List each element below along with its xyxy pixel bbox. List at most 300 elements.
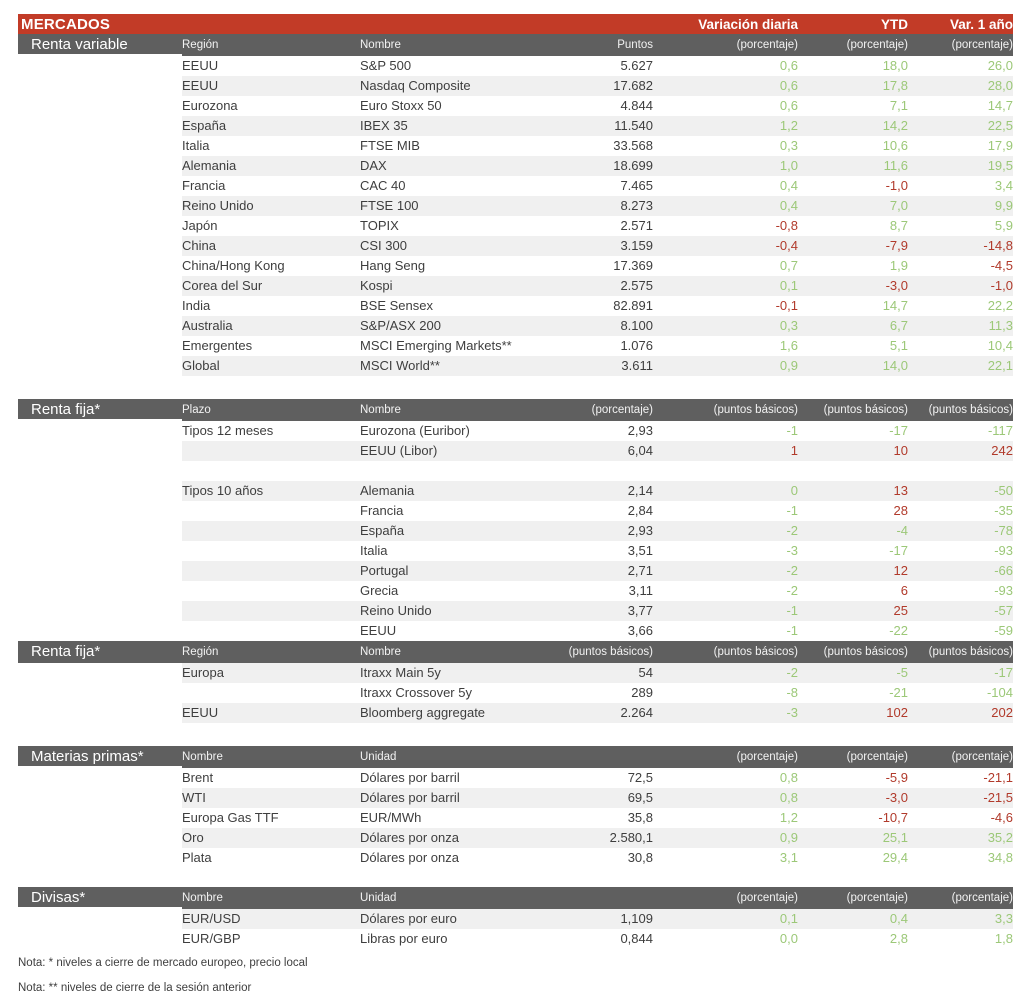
daily-change-value: 0 bbox=[653, 481, 798, 501]
row-name: Dólares por barril bbox=[360, 770, 460, 785]
table-row bbox=[18, 256, 1013, 276]
ytd-change-value: 18,0 bbox=[882, 58, 908, 73]
section-renta-variable bbox=[18, 34, 1013, 376]
col-header-unit-ytd: (puntos básicos) bbox=[823, 646, 908, 658]
row-label bbox=[182, 441, 360, 461]
1y-change-value: -93 bbox=[994, 543, 1013, 558]
row-label: Australia bbox=[182, 316, 360, 336]
1y-change-value: -66 bbox=[908, 561, 1013, 581]
row-name: Hang Seng bbox=[360, 258, 426, 273]
col-header-unit-daily: (puntos básicos) bbox=[713, 404, 798, 416]
row-level-value: 17.369 bbox=[613, 258, 653, 273]
ytd-change-value: -1,0 bbox=[885, 178, 908, 193]
daily-change-value: 0,6 bbox=[779, 98, 798, 113]
section-title: Renta fija* bbox=[18, 399, 182, 421]
1y-change-value: 26,0 bbox=[987, 58, 1013, 73]
row-level-value: 0,844 bbox=[620, 931, 653, 946]
row-name: TOPIX bbox=[360, 218, 399, 233]
col-header-region: Región bbox=[182, 39, 219, 51]
ytd-change-value: 25,1 bbox=[798, 828, 908, 848]
table-row bbox=[18, 481, 1013, 501]
ytd-change-value: 2,8 bbox=[889, 931, 908, 946]
ytd-change-value: 1,9 bbox=[889, 258, 908, 273]
1y-change-value: -21,5 bbox=[908, 788, 1013, 808]
col-header-nombre: Nombre bbox=[360, 646, 401, 658]
row-label: Tipos 10 años bbox=[182, 481, 360, 501]
row-label bbox=[182, 501, 360, 521]
ytd-change-value: 7,1 bbox=[889, 98, 908, 113]
row-name: FTSE MIB bbox=[360, 138, 420, 153]
row-name: Dólares por onza bbox=[360, 850, 459, 865]
1y-change-value: -4,6 bbox=[990, 810, 1013, 825]
row-level-value: 54 bbox=[560, 663, 653, 683]
1y-change-value: 19,5 bbox=[908, 156, 1013, 176]
daily-change-value: -2 bbox=[786, 583, 798, 598]
daily-change-value: 1,2 bbox=[653, 116, 798, 136]
daily-change-value: -1 bbox=[786, 423, 798, 438]
row-name: Dólares por euro bbox=[360, 909, 560, 929]
daily-change-value: -3 bbox=[653, 703, 798, 723]
table-row bbox=[18, 356, 1013, 376]
row-label: Europa Gas TTF bbox=[182, 810, 279, 825]
col-header-unit-1y: (puntos básicos) bbox=[928, 646, 1013, 658]
section-header bbox=[18, 746, 1013, 768]
ytd-change-value: -17 bbox=[889, 543, 908, 558]
col-header-unit-ytd: (porcentaje) bbox=[846, 39, 908, 51]
col-header-unit-1y: (porcentaje) bbox=[951, 892, 1013, 904]
row-label: Italia bbox=[182, 138, 210, 153]
row-level-value: 69,5 bbox=[560, 788, 653, 808]
row-level-value: 2.580,1 bbox=[560, 828, 653, 848]
table-row bbox=[18, 808, 1013, 828]
col-header-nombre: Nombre bbox=[182, 892, 223, 904]
col-header-unit-daily: (porcentaje) bbox=[736, 39, 798, 51]
table-row bbox=[18, 276, 1013, 296]
row-level-value: 6,04 bbox=[560, 441, 653, 461]
ytd-change-value: 14,7 bbox=[882, 298, 908, 313]
daily-change-value: 0,3 bbox=[779, 138, 798, 153]
1y-change-value: -117 bbox=[987, 423, 1013, 438]
row-level-value: 17.682 bbox=[560, 76, 653, 96]
section-gap bbox=[18, 723, 1013, 746]
row-label: EEUU bbox=[182, 703, 360, 723]
row-level-value: 35,8 bbox=[627, 810, 653, 825]
row-label: Plata bbox=[182, 850, 212, 865]
table-row bbox=[18, 216, 1013, 236]
daily-change-value: 0,8 bbox=[653, 788, 798, 808]
row-name: Alemania bbox=[360, 481, 560, 501]
col-header-unit-daily: (porcentaje) bbox=[736, 751, 798, 763]
1y-change-value: 34,8 bbox=[987, 850, 1013, 865]
daily-change-value: -0,1 bbox=[775, 298, 798, 313]
col-header-level-unit: (porcentaje) bbox=[591, 404, 653, 416]
col-header-unit-1y: (porcentaje) bbox=[951, 39, 1013, 51]
row-name: Itraxx Crossover 5y bbox=[360, 685, 472, 700]
row-level-value: 8.100 bbox=[560, 316, 653, 336]
row-label: Francia bbox=[182, 178, 226, 193]
row-name: Portugal bbox=[360, 561, 560, 581]
ytd-change-value: -5 bbox=[798, 663, 908, 683]
section-title: Renta fija* bbox=[31, 643, 101, 660]
row-label: Oro bbox=[182, 828, 360, 848]
1y-change-value: 28,0 bbox=[908, 76, 1013, 96]
row-name: Italia bbox=[360, 543, 388, 558]
1y-change-value: 10,4 bbox=[987, 338, 1013, 353]
row-name: CSI 300 bbox=[360, 236, 560, 256]
col-header-unit-ytd: (porcentaje) bbox=[846, 751, 908, 763]
row-name: DAX bbox=[360, 156, 560, 176]
row-name: S&P 500 bbox=[360, 58, 412, 73]
daily-change-value: 0,6 bbox=[779, 58, 798, 73]
row-name: BSE Sensex bbox=[360, 298, 433, 313]
row-level-value: 2,93 bbox=[627, 423, 653, 438]
col-header-nombre: Nombre bbox=[360, 404, 401, 416]
row-level-value: 3,11 bbox=[628, 583, 653, 598]
row-name: Reino Unido bbox=[360, 601, 560, 621]
row-level-value: 3,51 bbox=[627, 543, 653, 558]
section-header bbox=[18, 641, 1013, 663]
row-level-value: 3,77 bbox=[560, 601, 653, 621]
daily-change-value: 0,6 bbox=[653, 76, 798, 96]
row-name: Kospi bbox=[360, 276, 560, 296]
row-level-value: 2.571 bbox=[620, 218, 653, 233]
1y-change-value: -78 bbox=[908, 521, 1013, 541]
ytd-change-value: -10,7 bbox=[878, 810, 908, 825]
row-name: Itraxx Main 5y bbox=[360, 663, 560, 683]
section-renta-fija-credito bbox=[18, 641, 1013, 723]
row-level-value: 3.611 bbox=[560, 356, 653, 376]
row-name: MSCI Emerging Markets** bbox=[360, 338, 512, 353]
row-label bbox=[182, 561, 360, 581]
table-row bbox=[18, 116, 1013, 136]
table-row bbox=[18, 56, 1013, 76]
row-level-value: 3.159 bbox=[560, 236, 653, 256]
row-label bbox=[182, 541, 360, 561]
row-name: Eurozona (Euribor) bbox=[360, 423, 470, 438]
ytd-change-value: 5,1 bbox=[889, 338, 908, 353]
col-header-unit-ytd: (porcentaje) bbox=[846, 892, 908, 904]
row-level-value: 82.891 bbox=[613, 298, 653, 313]
ytd-change-value: 12 bbox=[798, 561, 908, 581]
row-name: Francia bbox=[360, 503, 404, 518]
col-header-level-unit: (puntos básicos) bbox=[568, 646, 653, 658]
section-title: Materias primas* bbox=[18, 746, 182, 768]
daily-change-value: 0,1 bbox=[653, 909, 798, 929]
row-label: EUR/USD bbox=[182, 909, 360, 929]
1y-change-value: 22,2 bbox=[987, 298, 1013, 313]
row-level-value: 1.076 bbox=[620, 338, 653, 353]
ytd-change-value: 29,4 bbox=[882, 850, 908, 865]
row-name: Bloomberg aggregate bbox=[360, 703, 560, 723]
col-header-unit-1y: (puntos básicos) bbox=[928, 404, 1013, 416]
daily-change-value: -0,8 bbox=[775, 218, 798, 233]
table-row bbox=[18, 236, 1013, 256]
ytd-change-value: 8,7 bbox=[889, 218, 908, 233]
ytd-change-value: 14,0 bbox=[798, 356, 908, 376]
table-row bbox=[18, 601, 1013, 621]
1y-change-value: -4,5 bbox=[990, 258, 1013, 273]
table-row bbox=[18, 663, 1013, 683]
daily-change-value: -8 bbox=[786, 685, 798, 700]
1y-change-value: 17,9 bbox=[987, 138, 1013, 153]
section-gap bbox=[18, 868, 1013, 887]
daily-change-value: 0,1 bbox=[653, 276, 798, 296]
row-label: WTI bbox=[182, 788, 360, 808]
table-row bbox=[18, 76, 1013, 96]
row-level-value: 1,109 bbox=[560, 909, 653, 929]
row-name: Grecia bbox=[360, 583, 399, 598]
row-name: CAC 40 bbox=[360, 178, 406, 193]
table-row bbox=[18, 929, 1013, 949]
table-row bbox=[18, 316, 1013, 336]
daily-change-value: -2 bbox=[653, 561, 798, 581]
table-row bbox=[18, 788, 1013, 808]
daily-change-value: -1 bbox=[786, 503, 798, 518]
table-row bbox=[18, 156, 1013, 176]
ytd-change-value: -22 bbox=[889, 623, 908, 638]
daily-change-value: 0,4 bbox=[779, 178, 798, 193]
ytd-change-value: 7,0 bbox=[798, 196, 908, 216]
row-level-value: 2,93 bbox=[560, 521, 653, 541]
daily-change-value: 0,9 bbox=[653, 356, 798, 376]
daily-change-value: 0,3 bbox=[653, 316, 798, 336]
table-row bbox=[18, 296, 1013, 316]
table-row bbox=[18, 501, 1013, 521]
1y-change-value: 3,3 bbox=[908, 909, 1013, 929]
daily-change-value: -1 bbox=[786, 623, 798, 638]
section-header bbox=[18, 34, 1013, 56]
row-label bbox=[182, 521, 360, 541]
row-level-value: 2,84 bbox=[627, 503, 653, 518]
1y-change-value: 14,7 bbox=[987, 98, 1013, 113]
row-level-value: 11.540 bbox=[560, 116, 653, 136]
row-label: Japón bbox=[182, 218, 218, 233]
row-label: Eurozona bbox=[182, 98, 238, 113]
row-level-value: 2,71 bbox=[560, 561, 653, 581]
row-level-value: 72,5 bbox=[627, 770, 653, 785]
ytd-change-value: 10,6 bbox=[882, 138, 908, 153]
row-name: Nasdaq Composite bbox=[360, 76, 560, 96]
row-label bbox=[182, 621, 360, 641]
col-header-unit-daily: (porcentaje) bbox=[736, 892, 798, 904]
1y-change-value: -21,1 bbox=[983, 770, 1013, 785]
ytd-change-value: 17,8 bbox=[798, 76, 908, 96]
ytd-change-value: 10 bbox=[798, 441, 908, 461]
row-name: MSCI World** bbox=[360, 356, 560, 376]
column-header-1year-variation: Var. 1 año bbox=[949, 16, 1013, 32]
row-level-value: 7.465 bbox=[620, 178, 653, 193]
row-name: Dólares por onza bbox=[360, 828, 560, 848]
daily-change-value: -2 bbox=[653, 521, 798, 541]
ytd-change-value: 11,6 bbox=[798, 156, 908, 176]
1y-change-value: 22,5 bbox=[908, 116, 1013, 136]
row-label: Global bbox=[182, 356, 360, 376]
table-row bbox=[18, 561, 1013, 581]
table-row bbox=[18, 441, 1013, 461]
1y-change-value: -17 bbox=[908, 663, 1013, 683]
row-label: Reino Unido bbox=[182, 196, 360, 216]
daily-change-value: 0,8 bbox=[779, 770, 798, 785]
ytd-change-value: -7,9 bbox=[798, 236, 908, 256]
daily-change-value: 1 bbox=[653, 441, 798, 461]
row-level-value: 4.844 bbox=[620, 98, 653, 113]
table-row bbox=[18, 336, 1013, 356]
table-row bbox=[18, 683, 1013, 703]
ytd-change-value: 102 bbox=[798, 703, 908, 723]
ytd-change-value: 28 bbox=[893, 503, 908, 518]
row-name: Dólares por barril bbox=[360, 788, 560, 808]
daily-change-value: 1,2 bbox=[779, 810, 798, 825]
table-row bbox=[18, 848, 1013, 868]
page-title: MERCADOS bbox=[21, 15, 111, 33]
row-name: EUR/MWh bbox=[360, 810, 422, 825]
1y-change-value: 9,9 bbox=[908, 196, 1013, 216]
ytd-change-value: -3,0 bbox=[798, 276, 908, 296]
row-label bbox=[182, 601, 360, 621]
row-label: China bbox=[182, 236, 360, 256]
row-name: Libras por euro bbox=[360, 931, 448, 946]
row-label: Corea del Sur bbox=[182, 276, 360, 296]
row-label: EUR/GBP bbox=[182, 931, 241, 946]
table-row bbox=[18, 176, 1013, 196]
daily-change-value: 1,6 bbox=[779, 338, 798, 353]
ytd-change-value: 25 bbox=[798, 601, 908, 621]
row-label: Europa bbox=[182, 663, 360, 683]
row-label: India bbox=[182, 298, 211, 313]
daily-change-value: -3 bbox=[786, 543, 798, 558]
daily-change-value: 3,1 bbox=[779, 850, 798, 865]
1y-change-value: 242 bbox=[908, 441, 1013, 461]
ytd-change-value: 6,7 bbox=[798, 316, 908, 336]
1y-change-value: 22,1 bbox=[908, 356, 1013, 376]
table-row bbox=[18, 768, 1013, 788]
table-row bbox=[18, 96, 1013, 116]
row-name: S&P/ASX 200 bbox=[360, 316, 560, 336]
section-divisas bbox=[18, 887, 1013, 949]
row-name: EEUU (Libor) bbox=[360, 441, 560, 461]
1y-change-value: 11,3 bbox=[908, 316, 1013, 336]
table-row bbox=[18, 828, 1013, 848]
table-row bbox=[18, 703, 1013, 723]
row-label: China/Hong Kong bbox=[182, 258, 285, 273]
column-header-daily-variation: Variación diaria bbox=[698, 16, 798, 32]
ytd-change-value: 14,2 bbox=[798, 116, 908, 136]
1y-change-value: -50 bbox=[908, 481, 1013, 501]
row-level-value: 289 bbox=[631, 685, 653, 700]
row-level-value: 2,14 bbox=[560, 481, 653, 501]
row-level-value: 5.627 bbox=[620, 58, 653, 73]
col-header-nombre: Nombre bbox=[360, 39, 401, 51]
row-label: EEUU bbox=[182, 76, 360, 96]
row-level-value: 3,66 bbox=[627, 623, 653, 638]
row-level-value: 33.568 bbox=[613, 138, 653, 153]
section-header bbox=[18, 399, 1013, 421]
table-row bbox=[18, 196, 1013, 216]
col-header-unidad: Unidad bbox=[360, 892, 397, 904]
row-label bbox=[182, 581, 360, 601]
row-label: Alemania bbox=[182, 156, 360, 176]
spacer-row bbox=[18, 461, 1013, 481]
1y-change-value: -1,0 bbox=[908, 276, 1013, 296]
1y-change-value: -14,8 bbox=[908, 236, 1013, 256]
table-row bbox=[18, 521, 1013, 541]
1y-change-value: 5,9 bbox=[994, 218, 1013, 233]
table-row bbox=[18, 581, 1013, 601]
col-header-unidad: Unidad bbox=[360, 751, 397, 763]
row-label: Tipos 12 meses bbox=[182, 423, 274, 438]
col-header-region: Región bbox=[182, 646, 219, 658]
row-level-value: 2.264 bbox=[560, 703, 653, 723]
row-level-value: 30,8 bbox=[627, 850, 653, 865]
section-materias-primas bbox=[18, 746, 1013, 868]
daily-change-value: 0,4 bbox=[653, 196, 798, 216]
col-header-plazo: Plazo bbox=[182, 404, 211, 416]
ytd-change-value: 0,4 bbox=[798, 909, 908, 929]
daily-change-value: -1 bbox=[653, 601, 798, 621]
row-level-value: 8.273 bbox=[560, 196, 653, 216]
1y-change-value: -57 bbox=[908, 601, 1013, 621]
daily-change-value: -0,4 bbox=[653, 236, 798, 256]
1y-change-value: -93 bbox=[994, 583, 1013, 598]
row-label: Emergentes bbox=[182, 338, 253, 353]
section-title: Divisas* bbox=[18, 887, 182, 909]
1y-change-value: 35,2 bbox=[908, 828, 1013, 848]
1y-change-value: -59 bbox=[994, 623, 1013, 638]
ytd-change-value: -3,0 bbox=[798, 788, 908, 808]
ytd-change-value: 6 bbox=[900, 583, 908, 598]
col-header-puntos: Puntos bbox=[617, 39, 653, 51]
daily-change-value: 0,0 bbox=[779, 931, 798, 946]
section-header bbox=[18, 887, 1013, 909]
col-header-unit-ytd: (puntos básicos) bbox=[823, 404, 908, 416]
ytd-change-value: 13 bbox=[798, 481, 908, 501]
table-row bbox=[18, 421, 1013, 441]
report-title-bar bbox=[18, 14, 1013, 34]
1y-change-value: -35 bbox=[994, 503, 1013, 518]
row-level-value: 2.575 bbox=[560, 276, 653, 296]
row-name: FTSE 100 bbox=[360, 196, 560, 216]
row-level-value: 18.699 bbox=[560, 156, 653, 176]
daily-change-value: -2 bbox=[653, 663, 798, 683]
row-name: IBEX 35 bbox=[360, 116, 560, 136]
column-header-ytd: YTD bbox=[881, 16, 908, 32]
row-name: EEUU bbox=[360, 623, 397, 638]
ytd-change-value: -4 bbox=[798, 521, 908, 541]
ytd-change-value: -5,9 bbox=[885, 770, 908, 785]
col-header-unit-daily: (puntos básicos) bbox=[713, 646, 798, 658]
section-title: Renta variable bbox=[18, 34, 182, 56]
ytd-change-value: -17 bbox=[889, 423, 908, 438]
daily-change-value: 0,7 bbox=[779, 258, 798, 273]
section-gap bbox=[18, 376, 1013, 399]
daily-change-value: 0,9 bbox=[653, 828, 798, 848]
row-label bbox=[182, 683, 360, 703]
footnotes bbox=[18, 957, 1013, 994]
col-header-unit-1y: (porcentaje) bbox=[951, 751, 1013, 763]
1y-change-value: 3,4 bbox=[994, 178, 1013, 193]
1y-change-value: 1,8 bbox=[994, 931, 1013, 946]
ytd-change-value: -21 bbox=[889, 685, 908, 700]
row-label: España bbox=[182, 116, 360, 136]
footnote-1: Nota: * niveles a cierre de mercado europeo, precio local bbox=[18, 957, 308, 969]
row-label: Brent bbox=[182, 770, 214, 785]
footnote-2: Nota: ** niveles de cierre de la sesión anterior bbox=[18, 982, 252, 994]
col-header-nombre: Nombre bbox=[182, 751, 223, 763]
table-row bbox=[18, 541, 1013, 561]
row-name: Euro Stoxx 50 bbox=[360, 98, 442, 113]
1y-change-value: -104 bbox=[986, 685, 1013, 700]
1y-change-value: 202 bbox=[908, 703, 1013, 723]
